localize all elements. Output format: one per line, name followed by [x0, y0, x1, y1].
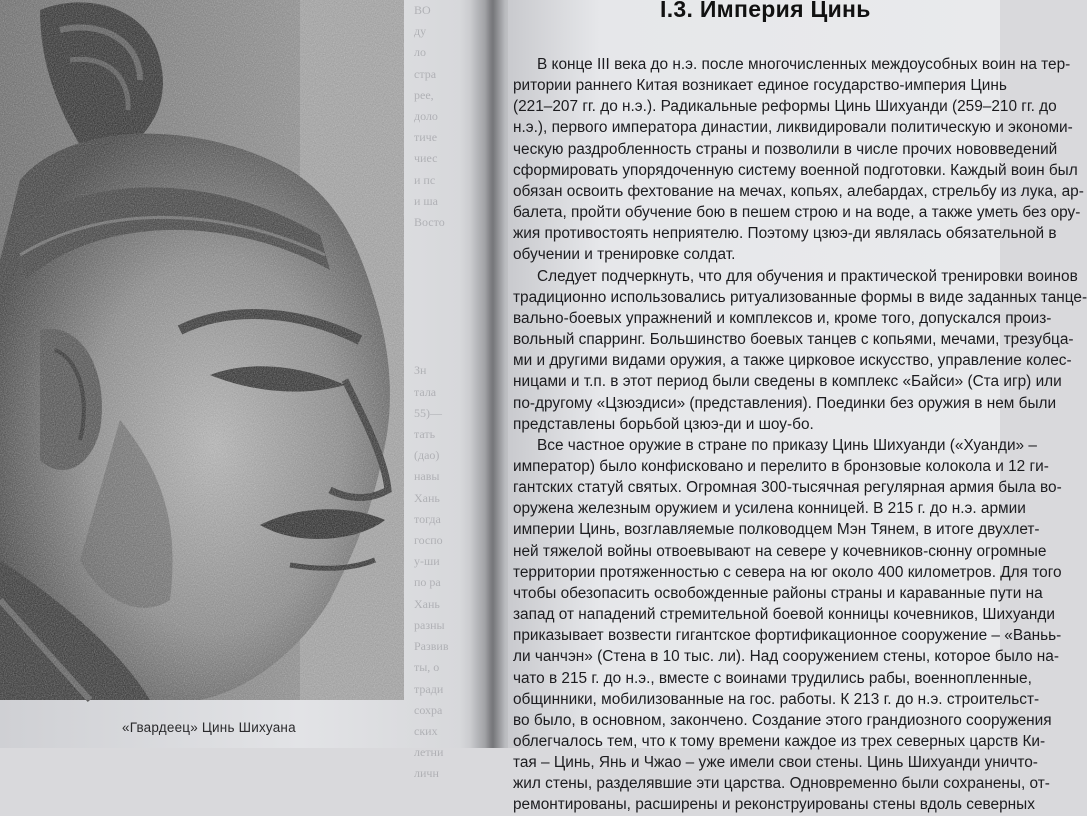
right-page — [500, 0, 1087, 814]
text-line: Все частное оружие в стране по приказу Цинь Шихуанди («Хуанди» – — [537, 436, 1037, 454]
bleed-line: тради — [414, 681, 444, 696]
bleed-line: госпо — [414, 533, 443, 548]
bleed-line: и пс — [414, 172, 436, 187]
bleed-line: Зн — [414, 363, 427, 378]
text-line: В конце III века до н.э. после многочисленных междоусобных воин на тер- — [537, 56, 1071, 73]
bleed-line: стра — [414, 66, 437, 81]
bleed-line: личн — [414, 766, 439, 781]
text-line: традиционно использовались ритуализованные формы в виде заданных танце- — [513, 288, 1087, 306]
text-line: чато в 215 г. до н.э., вместе с воинами трудились рабы, военнопленные, — [513, 669, 1032, 687]
text-line: вольный спарринг. Большинство боевых танцев с копьями, мечами, трезубца- — [513, 331, 1074, 349]
paragraph — [513, 54, 1084, 266]
bleed-line: Восто — [414, 215, 445, 230]
bleed-line: у-ши — [414, 554, 440, 569]
text-line: ческую раздробленность страны и позволили в числе прочих нововведений — [513, 140, 1058, 158]
text-line: вально-боевых упражнений и комплексов и, кроме того, допускался произ- — [513, 309, 1052, 327]
bleed-line: сохра — [414, 702, 443, 717]
bleed-line: ских — [414, 723, 438, 738]
text-line: император) было конфисковано и перелито в бронзовые колокола и 12 ги- — [513, 457, 1049, 475]
chapter-title: I.3. Империя Цинь — [660, 0, 871, 22]
bleed-line: тать — [414, 427, 436, 442]
bleed-line: ты, о — [414, 660, 440, 675]
bleed-line: Хань — [414, 596, 440, 611]
bleed-line: навы — [414, 469, 440, 484]
bleed-line: и ша — [414, 193, 438, 208]
text-line: гантских статуй святых. Огромная 300-тысячная регулярная армия была во- — [513, 479, 1062, 497]
bleed-line: рее, — [414, 87, 434, 102]
text-line: облегчалось тем, что к тому времени каждое из трех северных царств Ки- — [513, 733, 1046, 750]
text-line: балета, пройти обучение бою в пешем строю и на воде, а также уметь без ору- — [513, 204, 1081, 222]
text-line: жил стены, разделявшие эти царства. Одновременно были сохранены, от- — [513, 775, 1050, 793]
left-page — [0, 0, 484, 781]
text-line: тая – Цинь, Янь и Чжао – уже имели свои стены. Цинь Шихуанди уничто- — [513, 754, 1038, 772]
text-line: обучении и тренировке солдат. — [513, 246, 736, 264]
text-line: ми и другими видами оружия, а также цирковое искусство, управление колес- — [513, 352, 1072, 370]
bleed-line: (дао) — [414, 448, 440, 463]
warrior-head-illustration — [0, 0, 404, 700]
bleed-line: Развив — [414, 639, 449, 654]
text-line: представлены борьбой цзюэ-ди и шоу-бо. — [513, 415, 814, 433]
bleed-line: тала — [414, 384, 437, 399]
text-line: по-другому «Цзюэдиси» (представления). Поединки без оружия в нем были — [513, 394, 1057, 412]
text-line: ремонтированы, расширены и реконструированы стены вдоль северных — [513, 796, 1035, 814]
bleed-line: разны — [414, 617, 445, 632]
text-line: обязан освоить фехтование на мечах, копьях, алебардах, стрельбу из лука, ар- — [513, 182, 1084, 200]
text-line: оружена железным оружием и усилена конницей. В 215 г. до н.э. армии — [513, 500, 1026, 518]
bleed-line: тогда — [414, 511, 441, 526]
photo-caption: «Гвардеец» Цинь Шихуана — [122, 720, 296, 735]
text-line: сформировать упорядоченную систему военной подготовки. Каждый воин был — [513, 161, 1078, 179]
bleed-line: Хань — [414, 490, 440, 505]
bleed-line: тиче — [414, 130, 438, 145]
text-line: ницами и т.п. в этот период были сведены в комплекс «Байси» (Ста игр) или — [513, 373, 1062, 391]
text-line: приказывает возвести гигантское фортификационное сооружение – «Ваньь- — [513, 627, 1062, 645]
text-line: общинники, мобилизованные на гос. работы. К 213 г. до н.э. строительст- — [513, 690, 1040, 708]
bleed-line: летни — [414, 745, 444, 760]
text-line: во было, в основном, закончено. Создание этого грандиозного сооружения — [513, 711, 1052, 729]
bleed-line: доло — [414, 109, 438, 124]
text-line: ли чанчэн» (Стена в 10 тыс. ли). Над сооружением стены, которое было на- — [513, 648, 1059, 666]
text-line: запад от нападений стремительной боевой конницы кочевников, Шихуанди — [513, 606, 1055, 624]
bleed-line: чиес — [414, 151, 438, 166]
bleed-line: ду — [414, 24, 427, 39]
text-line: (221–207 гг. до н.э.). Радикальные реформы Цинь Шихуанди (259–210 гг. до — [513, 98, 1057, 116]
text-line: территории протяженностью с севера на юг около 400 километров. Для того — [513, 563, 1062, 581]
portrait-photo — [0, 0, 404, 700]
text-line: жия противостоять неприятелю. Поэтому цзюэ-ди являлась обязательной в — [513, 225, 1057, 243]
text-line: Следует подчеркнуть, что для обучения и практической тренировки воинов — [537, 267, 1078, 285]
text-line: ритории раннего Китая возникает единое государство-империя Цинь — [513, 77, 1007, 95]
bleed-line: ло — [414, 45, 426, 60]
chapter-body — [513, 54, 1087, 816]
text-line: ней тяжелой войны отвоевывают на севере у кочевников-сюнну огромные — [513, 542, 1047, 560]
bleed-line: 55)— — [414, 405, 442, 420]
bleed-line: ВО — [414, 3, 431, 17]
text-line: империи Цинь, возглавляемые полководцем Мэн Тянем, в итоге двухлет- — [513, 521, 1040, 539]
text-line: чтобы обезопасить освобожденные районы страны и караванные пути на — [513, 584, 1043, 602]
bleed-line: по ра — [414, 575, 441, 590]
text-line: н.э.), первого императора династии, ликвидировали политическую и экономи- — [513, 119, 1073, 137]
paragraph — [513, 435, 1062, 816]
paragraph — [513, 266, 1087, 435]
